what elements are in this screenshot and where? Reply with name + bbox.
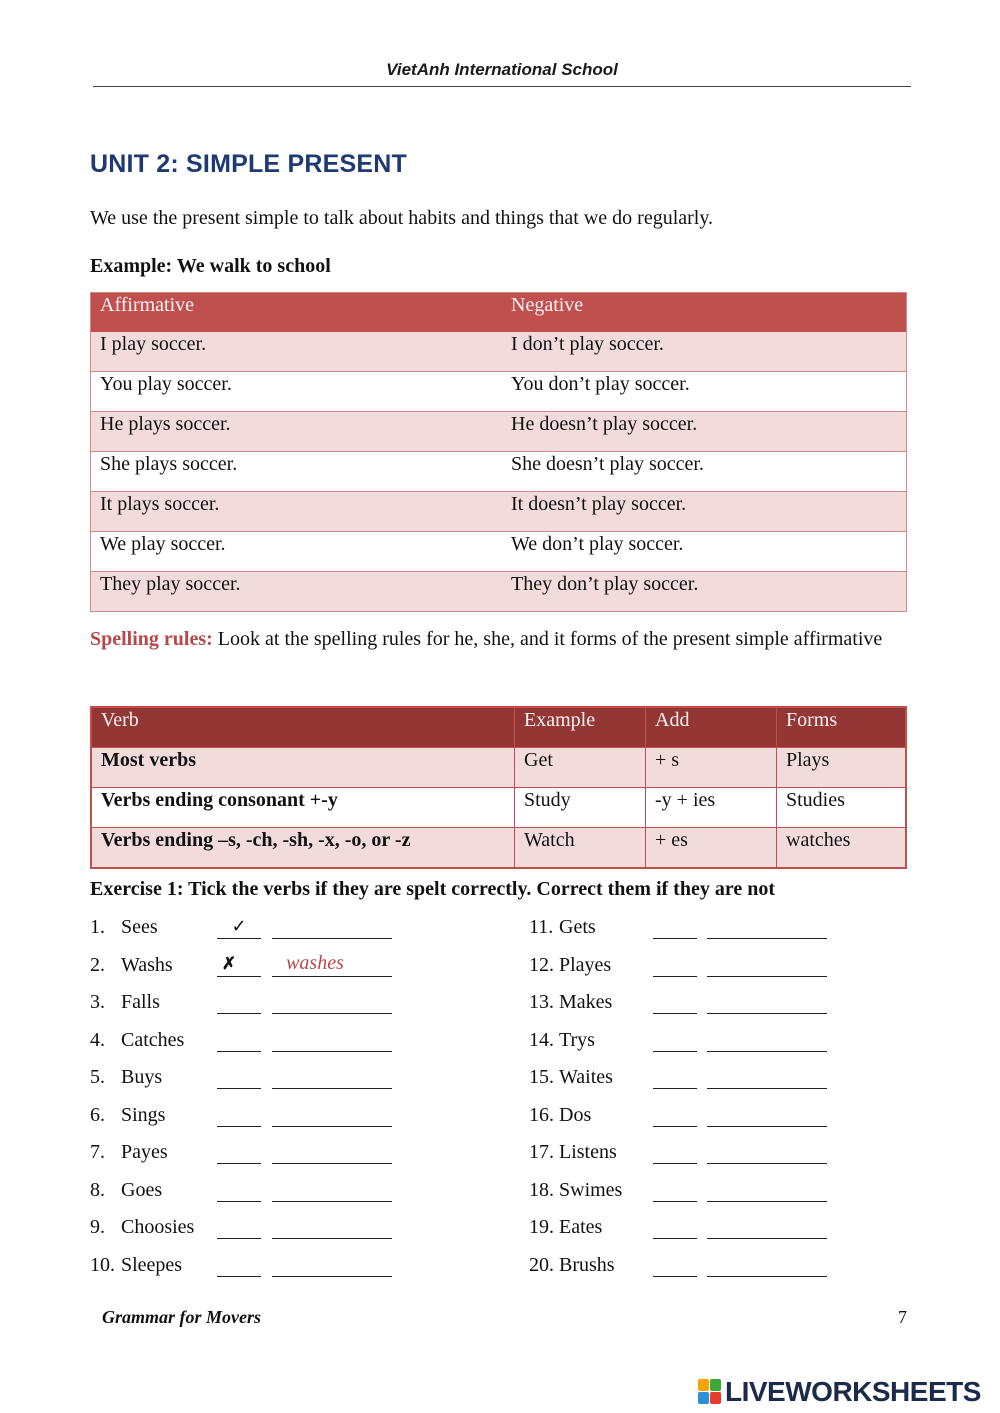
school-header: VietAnh International School	[386, 60, 618, 79]
affirmative-cell: I play soccer.	[91, 332, 503, 372]
book-title-footer: Grammar for Movers	[102, 1307, 262, 1327]
table-row	[91, 332, 907, 372]
example-cell: Watch	[515, 828, 646, 869]
item-number: 4.	[90, 1029, 105, 1051]
negative-cell: I don’t play soccer.	[502, 332, 907, 372]
item-number: 7.	[90, 1141, 105, 1163]
tick-blank	[653, 1163, 697, 1164]
item-verb: Goes	[121, 1179, 163, 1201]
tick-blank	[217, 1051, 261, 1052]
tick-blank	[217, 1088, 261, 1089]
add-cell: -y + ies	[646, 788, 777, 828]
affirmative-cell: We play soccer.	[91, 532, 503, 572]
negative-cell: He doesn’t play soccer.	[502, 412, 907, 452]
correction-blank	[272, 1238, 392, 1239]
item-number: 20.	[529, 1254, 554, 1276]
correction-blank	[272, 1201, 392, 1202]
brand-name: LIVEWORKSHEETS	[725, 1376, 981, 1407]
item-verb: Playes	[559, 954, 612, 976]
tick-blank	[217, 1276, 261, 1277]
tick-blank	[653, 1126, 697, 1127]
tick-blank	[653, 1238, 697, 1239]
affirmative-negative-table	[90, 292, 907, 612]
correction-blank	[272, 976, 392, 977]
item-number: 2.	[90, 954, 105, 976]
tick-blank	[653, 1201, 697, 1202]
negative-cell: She doesn’t play soccer.	[502, 452, 907, 492]
item-verb: Listens	[559, 1141, 617, 1163]
correction-blank	[272, 1126, 392, 1127]
item-verb: Washs	[121, 954, 173, 976]
tick-blank	[217, 1126, 261, 1127]
negative-cell: It doesn’t play soccer.	[502, 492, 907, 532]
tick-blank	[217, 1238, 261, 1239]
table-row	[91, 532, 907, 572]
item-number: 1.	[90, 916, 105, 938]
table-header-row	[91, 293, 907, 333]
forms-cell: Plays	[777, 748, 907, 788]
tick-blank	[217, 976, 261, 977]
correction-blank	[707, 976, 827, 977]
spelling-rules-table	[90, 706, 907, 869]
liveworksheets-icon	[698, 1379, 722, 1405]
affirmative-cell: You play soccer.	[91, 372, 503, 412]
tick-blank	[653, 1276, 697, 1277]
table-row	[91, 452, 907, 492]
table-header-row	[91, 707, 906, 748]
header-add: Add	[646, 707, 777, 748]
forms-cell: Studies	[777, 788, 907, 828]
affirmative-cell: It plays soccer.	[91, 492, 503, 532]
item-verb: Falls	[121, 991, 160, 1013]
correction-blank	[707, 1238, 827, 1239]
item-number: 14.	[529, 1029, 554, 1051]
correction-blank	[707, 1126, 827, 1127]
table-row	[91, 572, 907, 612]
header-forms: Forms	[777, 707, 907, 748]
header-verb: Verb	[91, 707, 515, 748]
item-verb: Makes	[559, 991, 613, 1013]
example-cell: Study	[515, 788, 646, 828]
correction-blank	[272, 1013, 392, 1014]
tick-mark-icon[interactable]: ✓	[231, 916, 247, 936]
item-verb: Eates	[559, 1216, 603, 1238]
affirmative-cell: She plays soccer.	[91, 452, 503, 492]
correction-blank	[707, 1201, 827, 1202]
item-verb: Choosies	[121, 1216, 195, 1238]
item-verb: Brushs	[559, 1254, 615, 1276]
spelling-rules-paragraph	[90, 620, 910, 658]
correction-blank	[272, 938, 392, 939]
add-cell: + es	[646, 828, 777, 869]
table-row	[91, 412, 907, 452]
verb-type-cell: Verbs ending –s, -ch, -sh, -x, -o, or -z	[91, 828, 515, 869]
item-verb: Swimes	[559, 1179, 623, 1201]
header-affirmative: Affirmative	[91, 293, 503, 333]
negative-cell: We don’t play soccer.	[502, 532, 907, 572]
add-cell: + s	[646, 748, 777, 788]
tick-blank	[653, 1088, 697, 1089]
table-row	[91, 828, 906, 869]
header-divider	[93, 86, 911, 87]
tick-blank	[217, 1163, 261, 1164]
liveworksheets-logo[interactable]	[698, 1376, 981, 1410]
item-verb: Trys	[559, 1029, 595, 1051]
item-verb: Gets	[559, 916, 596, 938]
tick-blank	[653, 976, 697, 977]
intro-text: We use the present simple to talk about habits and things that we do regularly.	[90, 207, 714, 229]
item-number: 19.	[529, 1216, 554, 1238]
correction-blank	[272, 1276, 392, 1277]
tick-blank	[217, 1201, 261, 1202]
correction-blank	[707, 1013, 827, 1014]
cross-mark-icon[interactable]: ✗	[221, 954, 237, 973]
page-number: 7	[898, 1307, 907, 1327]
tick-blank	[653, 1051, 697, 1052]
item-number: 18.	[529, 1179, 554, 1201]
correction-blank	[272, 1088, 392, 1089]
item-number: 10.	[90, 1254, 115, 1276]
affirmative-cell: He plays soccer.	[91, 412, 503, 452]
tick-blank	[653, 1013, 697, 1014]
correction-blank	[272, 1051, 392, 1052]
item-number: 13.	[529, 991, 554, 1013]
item-number: 3.	[90, 991, 105, 1013]
item-verb: Buys	[121, 1066, 163, 1088]
correction-blank	[707, 1088, 827, 1089]
item-verb: Sings	[121, 1104, 166, 1126]
correction-blank	[707, 1276, 827, 1277]
spelling-rules-text: Look at the spelling rules for he, she, and it forms of the present simple affirmative	[212, 628, 883, 650]
tick-blank	[217, 938, 261, 939]
example-label: Example: We walk to school	[90, 255, 331, 277]
spelling-rules-label: Spelling rules:	[90, 628, 213, 650]
item-number: 6.	[90, 1104, 105, 1126]
header-negative: Negative	[502, 293, 907, 333]
item-verb: Dos	[559, 1104, 592, 1126]
tick-blank	[653, 938, 697, 939]
correction-blank	[707, 938, 827, 939]
item-number: 16.	[529, 1104, 554, 1126]
item-number: 8.	[90, 1179, 105, 1201]
table-row	[91, 492, 907, 532]
item-number: 5.	[90, 1066, 105, 1088]
item-number: 17.	[529, 1141, 554, 1163]
correction-blank	[272, 1163, 392, 1164]
unit-title: UNIT 2: SIMPLE PRESENT	[90, 150, 407, 178]
correction-input[interactable]: washes	[286, 952, 344, 974]
item-verb: Sees	[121, 916, 158, 938]
table-row	[91, 788, 906, 828]
item-number: 15.	[529, 1066, 554, 1088]
table-row	[91, 748, 906, 788]
correction-blank	[707, 1051, 827, 1052]
item-number: 9.	[90, 1216, 105, 1238]
header-example: Example	[515, 707, 646, 748]
exercise-title: Exercise 1: Tick the verbs if they are spelt correctly. Correct them if they are not	[90, 878, 776, 900]
table-row	[91, 372, 907, 412]
correction-blank	[707, 1163, 827, 1164]
item-verb: Payes	[121, 1141, 168, 1163]
example-cell: Get	[515, 748, 646, 788]
item-verb: Waites	[559, 1066, 613, 1088]
forms-cell: watches	[777, 828, 907, 869]
negative-cell: You don’t play soccer.	[502, 372, 907, 412]
verb-type-cell: Verbs ending consonant +-y	[91, 788, 515, 828]
item-verb: Catches	[121, 1029, 185, 1051]
tick-blank	[217, 1013, 261, 1014]
item-verb: Sleepes	[121, 1254, 183, 1276]
verb-type-cell: Most verbs	[91, 748, 515, 788]
item-number: 11.	[529, 916, 554, 938]
item-number: 12.	[529, 954, 554, 976]
affirmative-cell: They play soccer.	[91, 572, 503, 612]
negative-cell: They don’t play soccer.	[502, 572, 907, 612]
